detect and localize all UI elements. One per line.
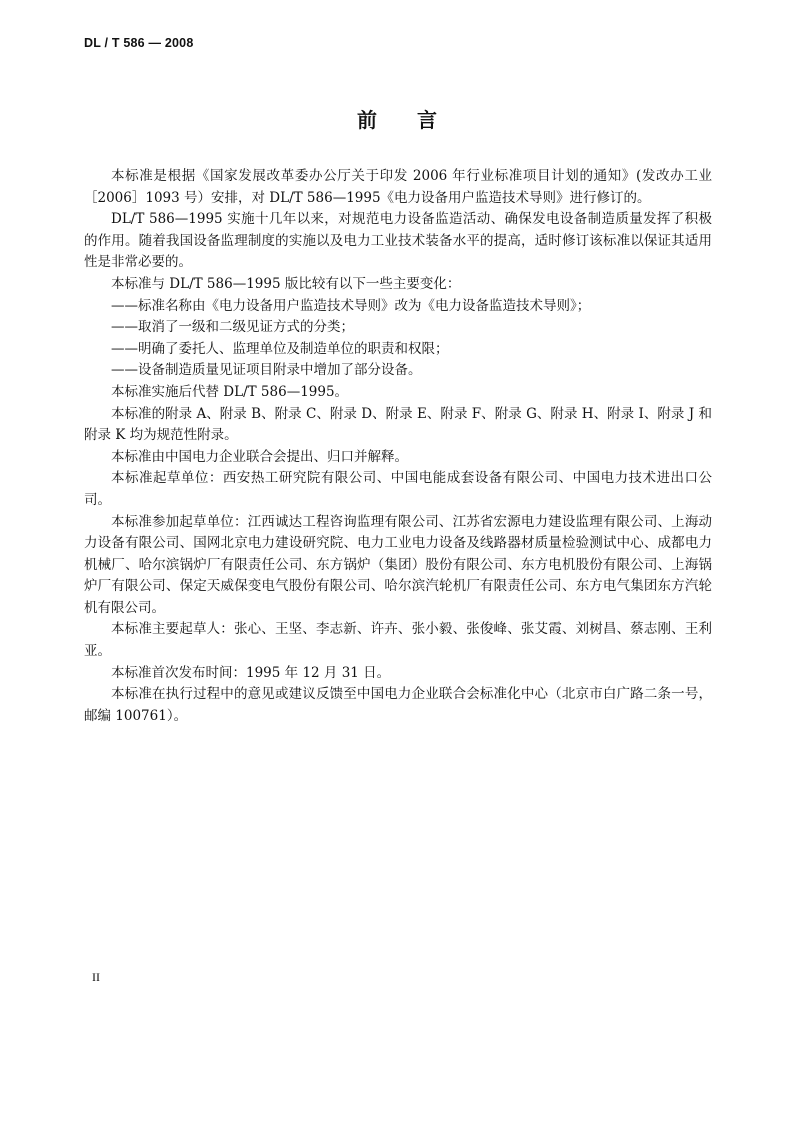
change-list-item: ——标准名称由《电力设备用户监造技术导则》改为《电力设备监造技术导则》； xyxy=(111,297,591,314)
paragraph: 本标准起草单位：西安热工研究院有限公司、中国电能成套设备有限公司、中国电力技术进出口公司。 xyxy=(84,470,712,508)
paragraph: 本标准参加起草单位：江西诚达工程咨询监理有限公司、江苏省宏源电力建设监理有限公司、上海动力设备有限公司、国网北京电力建设研究院、电力工业电力设备及线路器材质量检验测试中心、成都电力机械厂、哈尔滨锅炉厂有限责任公司、东方锅炉（集团）股份有限公司、东方电机股份有限公司、上海锅炉厂有限公司、保定天威保变电气股份有限公司、哈尔滨汽轮机厂有限责任公司、东方电气集团东方汽轮机有限公司。 xyxy=(84,513,712,616)
paragraph: 本标准首次发布时间：1995 年 12 月 31 日。 xyxy=(111,664,391,681)
paragraph: 本标准实施后代替 DL/T 586—1995。 xyxy=(111,383,349,400)
page-title: 前言 xyxy=(357,108,477,132)
paragraph: 本标准与 DL/T 586—1995 版比较有以下一些主要变化： xyxy=(111,275,461,292)
document-code: DL / T 586 — 2008 xyxy=(84,36,194,50)
change-list-item: ——取消了一级和二级见证方式的分类； xyxy=(111,319,354,336)
change-list-item: ——设备制造质量见证项目附录中增加了部分设备。 xyxy=(111,362,422,379)
paragraph: DL/T 586—1995 实施十几年以来，对规范电力设备监造活动、确保发电设备制造质量发挥了积极的作用。随着我国设备监理制度的实施以及电力工业技术装备水平的提高，适时修订该标准以保证其适用性是非常必要的。 xyxy=(84,211,712,271)
paragraph: 本标准在执行过程中的意见或建议反馈至中国电力企业联合会标准化中心（北京市白广路二条一号，邮编 100761）。 xyxy=(84,686,712,724)
page-number: II xyxy=(92,970,100,984)
paragraph: 本标准是根据《国家发展改革委办公厅关于印发 2006 年行业标准项目计划的通知》(发改办工业［2006］1093 号）安排，对 DL/T 586—1995《电力设备用户监造技术导则》进行修订的。 xyxy=(84,168,712,206)
change-list-item: ——明确了委托人、监理单位及制造单位的职责和权限； xyxy=(111,340,449,357)
paragraph: 本标准主要起草人：张心、王坚、李志新、许卉、张小毅、张俊峰、张艾霞、刘树昌、蔡志刚、王利亚。 xyxy=(84,621,712,660)
paragraph: 本标准的附录 A、附录 B、附录 C、附录 D、附录 E、附录 F、附录 G、附录 H、附录 I、附录 J 和附录 K 均为规范性附录。 xyxy=(84,405,712,444)
paragraph: 本标准由中国电力企业联合会提出、归口并解释。 xyxy=(111,448,408,465)
foreword-body xyxy=(84,166,712,727)
